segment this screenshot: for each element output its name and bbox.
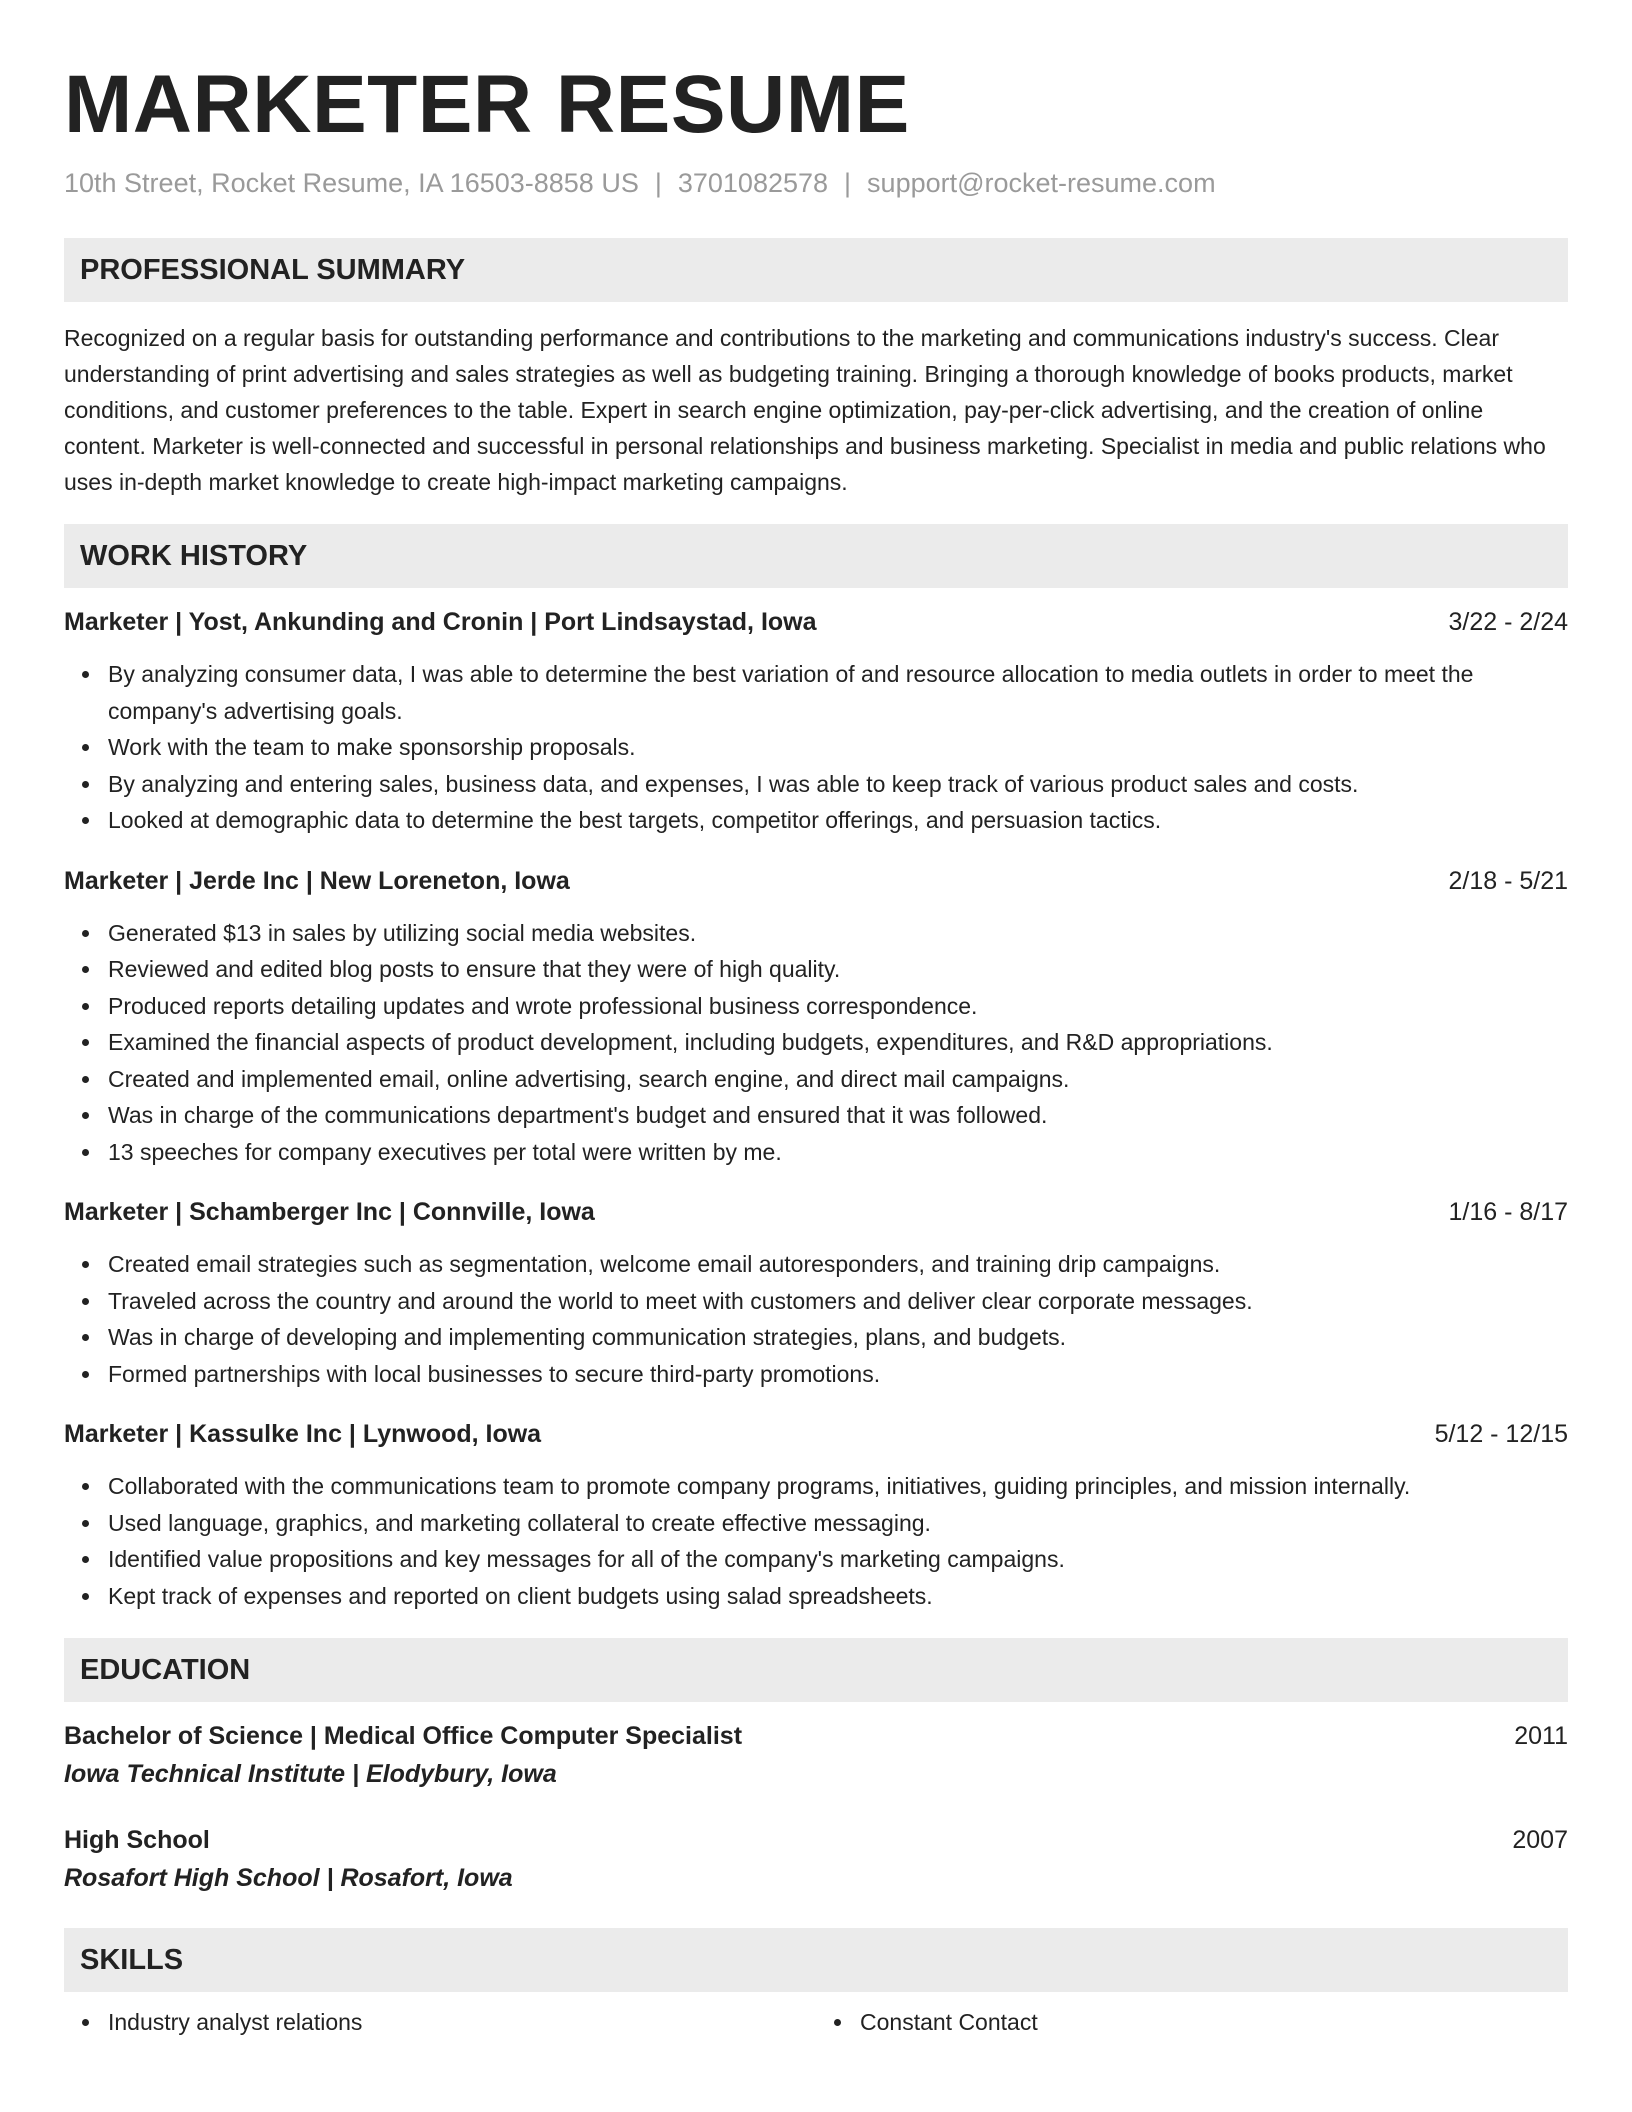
contact-phone: 3701082578 bbox=[677, 168, 829, 198]
section-header-skills: SKILLS bbox=[64, 1928, 1568, 1992]
job-bullets bbox=[64, 656, 1568, 839]
list-item: Created and implemented email, online advertising, search engine, and direct mail campaigns. bbox=[108, 1061, 1568, 1098]
skill-item: Constant Contact bbox=[860, 2004, 1568, 2041]
list-item: Produced reports detailing updates and wrote professional business correspondence. bbox=[108, 988, 1568, 1025]
contact-line bbox=[64, 166, 1568, 200]
job-bullets bbox=[64, 915, 1568, 1171]
job-title: Marketer | Jerde Inc | New Loreneton, Iowa bbox=[64, 866, 570, 895]
job-entry bbox=[64, 1196, 1568, 1392]
skills-column-right bbox=[816, 2004, 1568, 2041]
education-school: Rosafort High School | Rosafort, Iowa bbox=[64, 1864, 513, 1892]
job-title: Marketer | Kassulke Inc | Lynwood, Iowa bbox=[64, 1420, 542, 1448]
list-item: Looked at demographic data to determine the best targets, competitor offerings, and persuasion tactics. bbox=[108, 802, 1568, 839]
contact-address: 10th Street, Rocket Resume, IA 16503-8858 US bbox=[64, 168, 639, 198]
list-item: Was in charge of the communications department's budget and ensured that it was followed. bbox=[108, 1097, 1568, 1134]
list-item: Formed partnerships with local businesses to secure third-party promotions. bbox=[108, 1356, 1568, 1393]
list-item: Traveled across the country and around the world to meet with customers and deliver clear corporate messages. bbox=[108, 1283, 1568, 1320]
job-dates: 5/12 - 12/15 bbox=[1434, 1420, 1568, 1448]
list-item: Reviewed and edited blog posts to ensure that they were of high quality. bbox=[108, 951, 1568, 988]
list-item: Identified value propositions and key messages for all of the company's marketing campaigns. bbox=[108, 1541, 1568, 1578]
education-entry bbox=[64, 1824, 1568, 1894]
education-entry bbox=[64, 1720, 1568, 1790]
contact-separator: | bbox=[654, 168, 662, 198]
section-header-summary: PROFESSIONAL SUMMARY bbox=[64, 238, 1568, 302]
contact-separator: | bbox=[844, 168, 852, 198]
list-item: Examined the financial aspects of product development, including budgets, expenditures, and R&D appropriations. bbox=[108, 1024, 1568, 1061]
job-dates: 2/18 - 5/21 bbox=[1448, 866, 1568, 895]
contact-email: support@rocket-resume.com bbox=[867, 168, 1216, 198]
education-degree: Bachelor of Science | Medical Office Computer Specialist bbox=[64, 1722, 743, 1750]
list-item: 13 speeches for company executives per total were written by me. bbox=[108, 1134, 1568, 1171]
list-item: Collaborated with the communications team to promote company programs, initiatives, guiding principles, and mission internally. bbox=[108, 1468, 1568, 1505]
education-degree: High School bbox=[64, 1826, 210, 1854]
list-item: Work with the team to make sponsorship proposals. bbox=[108, 729, 1568, 766]
list-item: Generated $13 in sales by utilizing social media websites. bbox=[108, 915, 1568, 952]
resume-page bbox=[64, 0, 1568, 2041]
resume-title: MARKETER RESUME bbox=[64, 59, 910, 150]
summary-text: Recognized on a regular basis for outstanding performance and contributions to the marketing and communications industry's success. Clear understanding of print advertising and sales strategies as well as budgeting training. Bringing a thorough knowledge of books products, market conditions, and customer preferences to the table. Expert in search engine optimization, pay-per-click advertising, and the creation of online content. Marketer is well-connected and successful in personal relationships and business marketing. Specialist in media and public relations who uses in-depth market knowledge to create high-impact marketing campaigns. bbox=[64, 325, 1546, 495]
skills-list bbox=[64, 1992, 1568, 2041]
list-item: Created email strategies such as segmentation, welcome email autoresponders, and training drip campaigns. bbox=[108, 1246, 1568, 1283]
job-bullets bbox=[64, 1468, 1568, 1614]
job-entry bbox=[64, 1418, 1568, 1614]
job-dates: 3/22 - 2/24 bbox=[1448, 608, 1568, 636]
skill-item: Industry analyst relations bbox=[108, 2004, 816, 2041]
skills-column-left bbox=[64, 2004, 816, 2041]
list-item: By analyzing and entering sales, business data, and expenses, I was able to keep track of various product sales and costs. bbox=[108, 766, 1568, 803]
section-header-work-history: WORK HISTORY bbox=[64, 524, 1568, 588]
section-header-education: EDUCATION bbox=[64, 1638, 1568, 1702]
job-entry bbox=[64, 865, 1568, 1171]
list-item: Used language, graphics, and marketing collateral to create effective messaging. bbox=[108, 1505, 1568, 1542]
education-school: Iowa Technical Institute | Elodybury, Iowa bbox=[64, 1760, 557, 1788]
job-bullets bbox=[64, 1246, 1568, 1392]
education-year: 2007 bbox=[1512, 1826, 1568, 1854]
list-item: By analyzing consumer data, I was able to determine the best variation of and resource allocation to media outlets in order to meet the company's advertising goals. bbox=[108, 656, 1568, 729]
job-entry bbox=[64, 606, 1568, 839]
job-title: Marketer | Yost, Ankunding and Cronin | Port Lindsaystad, Iowa bbox=[64, 608, 817, 636]
job-title: Marketer | Schamberger Inc | Connville, Iowa bbox=[64, 1198, 595, 1226]
list-item: Kept track of expenses and reported on client budgets using salad spreadsheets. bbox=[108, 1578, 1568, 1615]
education-year: 2011 bbox=[1514, 1722, 1568, 1750]
list-item: Was in charge of developing and implementing communication strategies, plans, and budgets. bbox=[108, 1319, 1568, 1356]
job-dates: 1/16 - 8/17 bbox=[1448, 1198, 1568, 1226]
